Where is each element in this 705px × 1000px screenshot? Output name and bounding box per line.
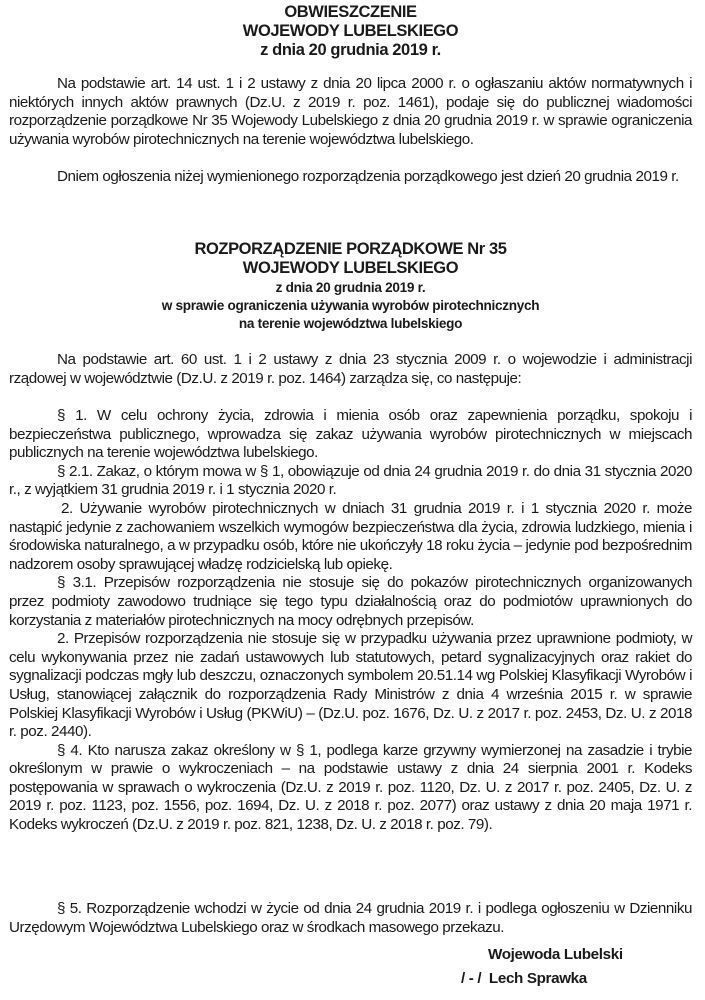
regulation-title-line: WOJEWODY LUBELSKIEGO bbox=[242, 259, 459, 277]
announcement-title-line: OBWIESZCZENIE bbox=[284, 3, 417, 21]
announcement-paragraph: Dniem ogłoszenia niżej wymienionego rozporządzenia porządkowego jest dzień 20 grudnia 2019 r. bbox=[57, 168, 679, 185]
section-2-2: 2. Używanie wyrobów pirotechnicznych w dniach 31 grudnia 2019 r. i 1 stycznia 2020 r. może nastąpić jedynie z zachowaniem wszelkich wymogów bezpieczeństwa dla życia, zdrowia ludzkiego, mienia i środowiska naturalnego, a w przypadku osób, które nie ukończyły 18 roku życia – jedynie pod bezpośrednim nadzorem osoby sprawującej władzę rodzicielską lub opiekę. bbox=[9, 499, 692, 573]
regulation-subject: w sprawie ograniczenia używania wyrobów pirotechnicznych bbox=[161, 298, 540, 313]
section-1: § 1. W celu ochrony życia, zdrowia i mienia osób oraz zapewnienia porządku, spokoju i bezpieczeństwa publicznego, wprowadza się zakaz używania wyrobów pirotechnicznych w miejscach publicznych na terenie województwa lubelskiego. bbox=[9, 407, 692, 462]
signature-name: / - / Lech Sprawka bbox=[461, 970, 587, 987]
section-5: § 5. Rozporządzenie wchodzi w życie od dnia 24 grudnia 2019 r. i podlega ogłoszeniu w Dzienniku Urzędowym Województwa Lubelskiego oraz w środkach masowego przekazu. bbox=[9, 900, 692, 936]
section-3-1: § 3.1. Przepisów rozporządzenia nie stosuje się do pokazów pirotechnicznych organizowanych przez podmioty zawodowo trudniące się tego typu działalnością oraz do podmiotów uprawnionych do korzystania z materiałów pirotechnicznych na mocy odrębnych przepisów. bbox=[9, 574, 692, 629]
announcement-paragraph: Na podstawie art. 14 ust. 1 i 2 ustawy z dnia 20 lipca 2000 r. o ogłaszaniu aktów normatywnych i niektórych innych aktów prawnych (Dz.U. z 2019 r. poz. 1461), podaje się do publicznej wiadomości rozporządzenie porządkowe Nr 35 Wojewody Lubelskiego z dnia 20 grudnia 2019 r. w sprawie ograniczenia używania wyrobów pirotechnicznych na terenie województwa lubelskiego. bbox=[9, 75, 692, 148]
regulation-subtitle bbox=[9, 279, 692, 333]
regulation-title-line: ROZPORZĄDZENIE PORZĄDKOWE Nr 35 bbox=[194, 240, 507, 258]
section-2-1: § 2.1. Zakaz, o którym mowa w § 1, obowiązuje od dnia 24 grudnia 2019 r. do dnia 31 stycznia 2020 r., z wyjątkiem 31 grudnia 2019 r. i 1 stycznia 2020 r. bbox=[9, 462, 692, 499]
regulation-preamble: Na podstawie art. 60 ust. 1 i 2 ustawy z dnia 23 stycznia 2009 r. o wojewodzie i administracji rządowej w województwie (Dz.U. z 2019 r. poz. 1464) zarządza się, co następuje: bbox=[9, 351, 692, 387]
regulation-title bbox=[9, 240, 692, 278]
announcement-date: z dnia 20 grudnia 2019 r. bbox=[260, 41, 441, 59]
regulation-subject: na terenie województwa lubelskiego bbox=[238, 316, 463, 331]
regulation-sections bbox=[9, 407, 692, 835]
signature-title: Wojewoda Lubelski bbox=[488, 946, 623, 963]
announcement-title-line: WOJEWODY LUBELSKIEGO bbox=[242, 22, 459, 40]
regulation-date: z dnia 20 grudnia 2019 r. bbox=[275, 280, 426, 295]
announcement-title bbox=[9, 3, 692, 60]
section-4: § 4. Kto narusza zakaz określony w § 1, podlega karze grzywny wymierzonej na zasadzie i trybie określonym w prawie o wykroczeniach – na podstawie ustawy z dnia 24 sierpnia 2001 r. Kodeks postępowania w sprawach o wykroczenia (Dz.U. z 2019 r. poz. 1120, Dz. U. z 2017 r. poz. 2405, Dz. U. z 2019 r. poz. 1123, poz. 1556, poz. 1694, Dz. U. z 2018 r. poz. 2077) oraz ustawy z dnia 20 maja 1971 r. Kodeks wykroczeń (Dz.U. z 2019 r. poz. 821, 1238, Dz. U. z 2018 r. poz. 79). bbox=[9, 741, 692, 834]
section-3-2: 2. Przepisów rozporządzenia nie stosuje się w przypadku używania przez uprawnione podmioty, w celu wykonywania przez nie zadań ustawowych lub statutowych, petard sygnalizacyjnych oraz rakiet do sygnalizacji podczas mgły lub deszczu, oznaczonych symbolem 20.51.14 wg Polskiej Klasyfikacji Wyrobów i Usług, stanowiącej załącznik do rozporządzenia Rady Ministrów z dnia 4 września 2015 r. w sprawie Polskiej Klasyfikacji Wyrobów i Usług (PKWiU) – (Dz.U. poz. 1676, Dz. U. z 2017 r. poz. 2453, Dz. U. z 2018 r. poz. 2440). bbox=[9, 630, 692, 741]
